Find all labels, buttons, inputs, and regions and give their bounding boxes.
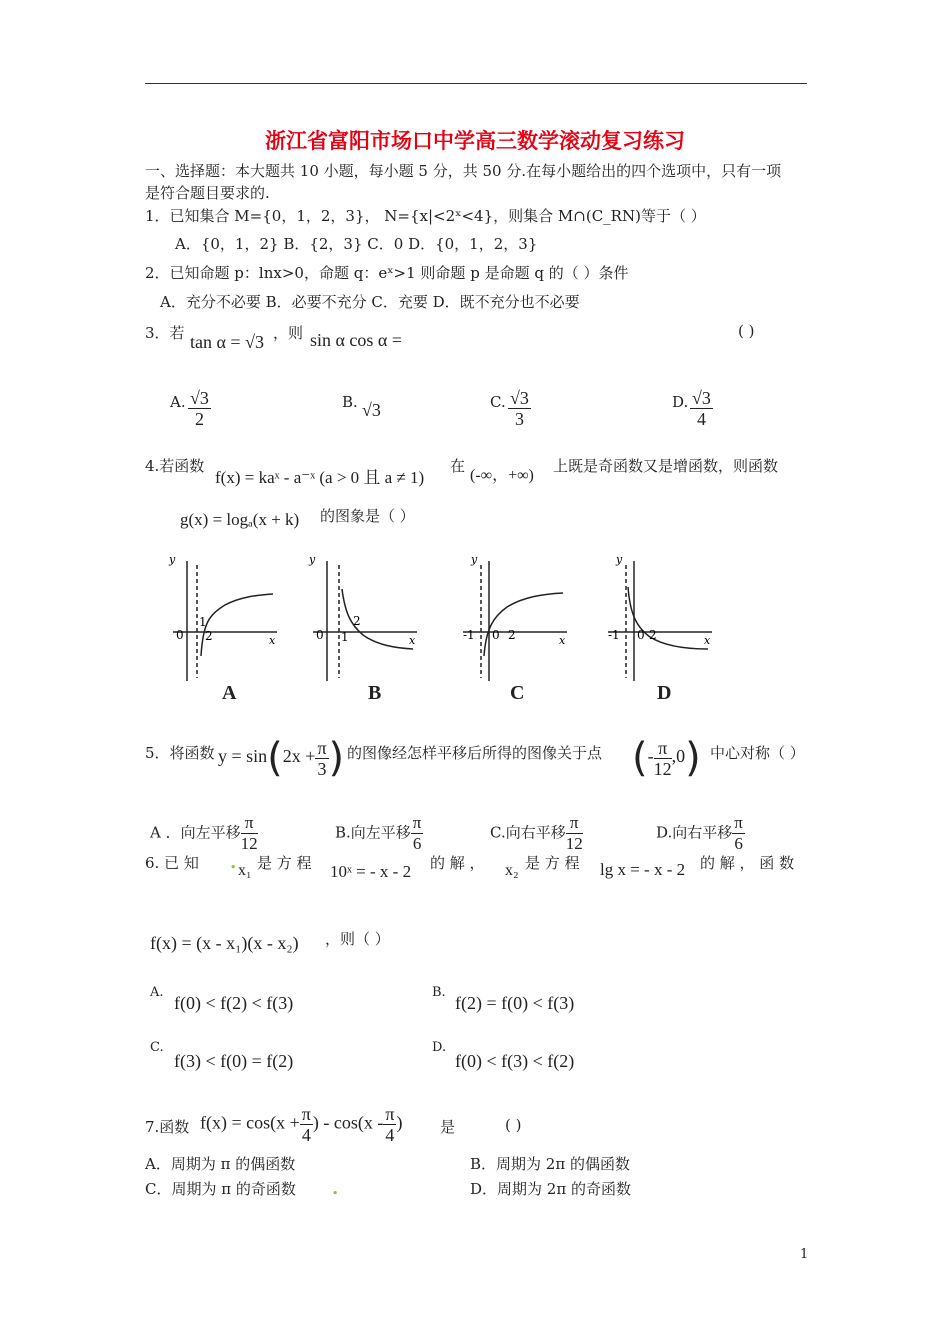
page-number: 1 <box>800 1247 809 1262</box>
q4-interval: (-∞，+∞) <box>470 467 534 484</box>
q5-option-b-text: B.向左平移 <box>335 823 411 842</box>
svg-text:0: 0 <box>637 628 645 642</box>
q4-graph-a-label: A <box>222 682 237 704</box>
q7-option-d: D．周期为 2π 的奇函数 <box>470 1180 631 1198</box>
q5-option-b-den: 6 <box>412 834 422 853</box>
green-dot-mark: . <box>332 1178 339 1199</box>
svg-text:y: y <box>169 553 176 566</box>
q6-equation1: 10ˣ = - x - 2 <box>330 862 412 881</box>
q4-graph-b-label: B <box>368 682 382 704</box>
q3-option-c-denominator: 3 <box>514 409 524 429</box>
q5-three: 3 <box>317 758 327 779</box>
svg-text:-1: -1 <box>463 628 475 642</box>
q7-four-1: 4 <box>301 1125 311 1145</box>
q5-option-c-pi: π <box>566 813 583 834</box>
q6-x1: x₁ <box>238 862 252 879</box>
q4-graph-c <box>455 553 580 688</box>
q4-graph-b <box>305 553 430 688</box>
svg-text:1: 1 <box>199 615 207 629</box>
q5-option-d-den: 6 <box>734 834 743 853</box>
q7-function-part-a: f(x) = cos(x + <box>200 1112 300 1133</box>
svg-text:x: x <box>704 634 711 647</box>
green-dot-mark: . <box>230 852 237 873</box>
svg-text:0: 0 <box>492 628 500 642</box>
q7-pi-1: π <box>301 1104 311 1124</box>
q5-option-a <box>150 813 258 854</box>
svg-text:x: x <box>559 634 566 647</box>
svg-text:2: 2 <box>508 628 516 642</box>
svg-text:y: y <box>309 553 316 566</box>
q3-option-c-numerator: √3 <box>510 388 529 408</box>
section-intro-line1: 一、选择题：本大题共 10 小题，每小题 5 分，共 50 分.在每小题给出的四个选项中，只有一项 <box>145 162 782 180</box>
q6-option-b: f(2) = f(0) < f(3) <box>455 993 575 1013</box>
section-intro-line2: 是符合题目要求的. <box>145 184 270 202</box>
svg-text:0: 0 <box>176 628 184 642</box>
q3-option-a-denominator: 2 <box>194 409 204 429</box>
q7-option-c: C．周期为 π 的奇函数 <box>145 1180 296 1198</box>
q5-prefix: 5．将函数 <box>145 744 215 762</box>
q5-mid: 的图像经怎样平移后所得的图像关于点 <box>347 744 603 762</box>
q5-suffix: 中心对称（ ） <box>710 744 805 762</box>
q6-is1: 是 方 程 <box>257 854 312 872</box>
q4-g-suffix: 的图象是（ ） <box>320 507 415 525</box>
q5-option-d-pi: π <box>734 813 743 832</box>
q3-expression: sin α cos α = <box>310 330 403 350</box>
q7-pi-2: π <box>385 1104 395 1124</box>
q5-option-c <box>490 813 583 854</box>
q3-option-d-numerator: √3 <box>692 388 711 408</box>
svg-text:-1: -1 <box>608 628 620 642</box>
q7-prefix: 7.函数 <box>145 1118 190 1136</box>
q5-option-b <box>335 813 423 854</box>
q5-point-minus: - <box>647 746 654 767</box>
q5-point-den: 12 <box>653 758 672 779</box>
q5-option-a-text: A ．向左平移 <box>150 823 241 842</box>
q3-mid: ，则 <box>273 324 304 342</box>
q2-options: A．充分不必要 B．必要不充分 C．充要 D．既不充分也不必要 <box>160 293 580 311</box>
q6-is2: 是 方 程 <box>525 854 580 872</box>
q6-option-c: f(3) < f(0) = f(2) <box>174 1051 294 1071</box>
q5-option-d <box>656 813 745 854</box>
q7-function <box>200 1104 402 1145</box>
q5-option-b-pi: π <box>412 813 422 832</box>
q3-option-d-label: D. <box>672 393 689 411</box>
svg-text:2: 2 <box>649 628 657 642</box>
q7-four-2: 4 <box>385 1125 395 1145</box>
q6-x2: x₂ <box>505 862 519 879</box>
q7-option-a: A．周期为 π 的偶函数 <box>145 1155 296 1173</box>
q6-function: f(x) = (x - x₁)(x - x₂) <box>150 933 299 953</box>
q4-graph-d-label: D <box>657 682 672 704</box>
q3-option-c-value <box>508 388 531 429</box>
q5-function-inner: 2x + <box>282 746 316 767</box>
q2-stem: 2．已知命题 p：lnx>0，命题 q：eˣ>1 则命题 p 是命题 q 的（ ）条件 <box>145 264 629 282</box>
svg-text:2: 2 <box>205 629 213 643</box>
q6-option-c-label: C. <box>150 1040 164 1055</box>
q5-function: y = sin(2x + $\frac{\pi}{3}$ ) <box>218 735 345 781</box>
q1-options: A．{0，1，2} B．{2，3} C．0 D．{0，1，2，3} <box>175 235 538 253</box>
q5-option-d-text: D.向右平移 <box>656 823 733 842</box>
q6-option-d: f(0) < f(3) < f(2) <box>455 1051 575 1071</box>
q5-pi: π <box>317 737 327 758</box>
q4-graph-c-label: C <box>510 682 525 704</box>
q7-answer-paren: ( ) <box>505 1116 522 1134</box>
q3-answer-paren: ( ) <box>738 322 755 340</box>
q5-option-a-pi: π <box>241 813 258 834</box>
q7-function-part-b: ) - cos(x - <box>312 1112 384 1133</box>
q5-option-c-text: C.向右平移 <box>490 823 566 842</box>
header-rule <box>145 83 807 84</box>
q3-option-c-label: C. <box>490 393 506 411</box>
q6-then: ，则（ ） <box>325 930 390 948</box>
q5-function-lhs: y = sin <box>218 746 268 767</box>
q6-option-d-label: D. <box>432 1040 447 1055</box>
q4-function: f(x) = kaˣ - a⁻ˣ (a > 0 且 a ≠ 1) <box>215 468 425 487</box>
q1-stem: 1．已知集合 M={0，1，2，3}， N={x|<2ˣ<4}，则集合 M∩(C_RN)等于（ ） <box>145 207 706 225</box>
q3-prefix: 3．若 <box>145 324 185 342</box>
q5-point: (- $\frac{\pi}{12}$ ,0) <box>632 735 701 781</box>
q5-option-a-den: 12 <box>240 834 258 853</box>
q4-suffix: 上既是奇函数又是增函数，则函数 <box>553 457 779 475</box>
q3-condition: tan α = √3 <box>190 332 264 352</box>
q6-option-b-label: B. <box>432 985 446 1000</box>
svg-text:1: 1 <box>341 630 349 644</box>
q6-option-a: f(0) < f(2) < f(3) <box>174 993 294 1013</box>
q4-mid: 在 <box>450 457 466 475</box>
q6-prefix: 6. 已 知 <box>145 854 199 872</box>
q3-option-b-label: B. <box>342 393 358 411</box>
q3-option-a-label: A. <box>170 393 186 411</box>
q5-point-pi: π <box>654 738 672 759</box>
svg-text:x: x <box>269 634 276 647</box>
q3-option-d-denominator: 4 <box>696 409 706 429</box>
svg-text:0: 0 <box>316 628 324 642</box>
q4-graph-d <box>600 553 725 688</box>
q6-sol1: 的 解 ， <box>430 854 485 872</box>
q7-option-b: B．周期为 2π 的偶函数 <box>470 1155 630 1173</box>
q6-equation2: lg x = - x - 2 <box>600 860 686 879</box>
q5-point-rest: ,0 <box>671 746 686 767</box>
svg-text:2: 2 <box>353 614 361 628</box>
q4-g-function: g(x) = logₐ(x + k) <box>180 510 300 529</box>
q3-option-a-numerator: √3 <box>190 388 209 408</box>
q3-option-a-value <box>188 388 211 429</box>
svg-text:x: x <box>409 634 416 647</box>
q6-option-a-label: A. <box>150 985 164 1000</box>
q4-prefix: 4.若函数 <box>145 457 205 475</box>
page-title: 浙江省富阳市场口中学高三数学滚动复习练习 <box>265 128 685 153</box>
q3-option-d-value <box>690 388 713 429</box>
q5-option-c-den: 12 <box>565 834 583 853</box>
q4-graph-a <box>165 553 290 688</box>
q7-is: 是 <box>440 1118 456 1136</box>
q7-function-part-c: ) <box>396 1112 403 1133</box>
q3-option-b-value: √3 <box>362 400 381 420</box>
svg-text:y: y <box>471 553 478 566</box>
svg-text:y: y <box>616 553 623 566</box>
q6-sol2: 的 解 ， 函 数 <box>700 854 795 872</box>
